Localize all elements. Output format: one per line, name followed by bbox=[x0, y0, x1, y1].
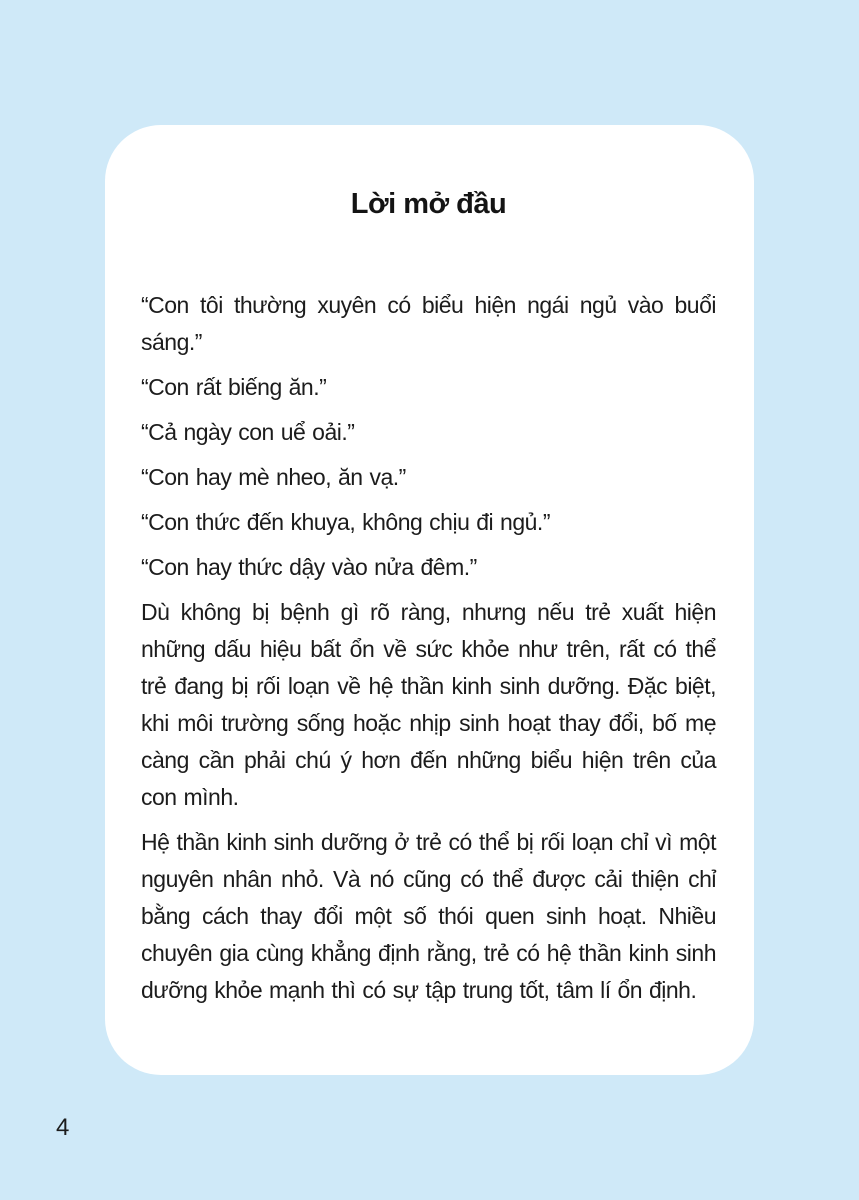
quote-line: “Con hay thức dậy vào nửa đêm.” bbox=[141, 554, 477, 580]
body-paragraph: Dù không bị bệnh gì rõ ràng, nhưng nếu trẻ xuất hiện những dấu hiệu bất ổn về sức khỏe như trên, rất có thể trẻ đang bị rối loạn về hệ thần kinh sinh dưỡng. Đặc biệt, khi môi trường sống hoặc nhịp sinh hoạt thay đổi, bố mẹ càng cần phải chú ý hơn đến những biểu hiện trên của con mình. bbox=[141, 599, 716, 810]
body-paragraph: Hệ thần kinh sinh dưỡng ở trẻ có thể bị rối loạn chỉ vì một nguyên nhân nhỏ. Và nó cũng có thể được cải thiện chỉ bằng cách thay đổi một số thói quen sinh hoạt. Nhiều chuyên gia cùng khẳng định rằng, trẻ có hệ thần kinh sinh dưỡng khỏe mạnh thì có sự tập trung tốt, tâm lí ổn định. bbox=[141, 829, 716, 1003]
quote-line: “Con rất biếng ăn.” bbox=[141, 374, 327, 400]
content-card bbox=[105, 125, 754, 1075]
page-title: Lời mở đầu bbox=[350, 188, 507, 220]
quote-line: “Con hay mè nheo, ăn vạ.” bbox=[141, 464, 406, 490]
quote-line: “Con thức đến khuya, không chịu đi ngủ.” bbox=[141, 509, 550, 535]
quote-line: “Cả ngày con uể oải.” bbox=[141, 419, 355, 445]
page-number: 4 bbox=[56, 1114, 70, 1141]
quote-line: “Con tôi thường xuyên có biểu hiện ngái ngủ vào buổi sáng.” bbox=[141, 292, 716, 355]
